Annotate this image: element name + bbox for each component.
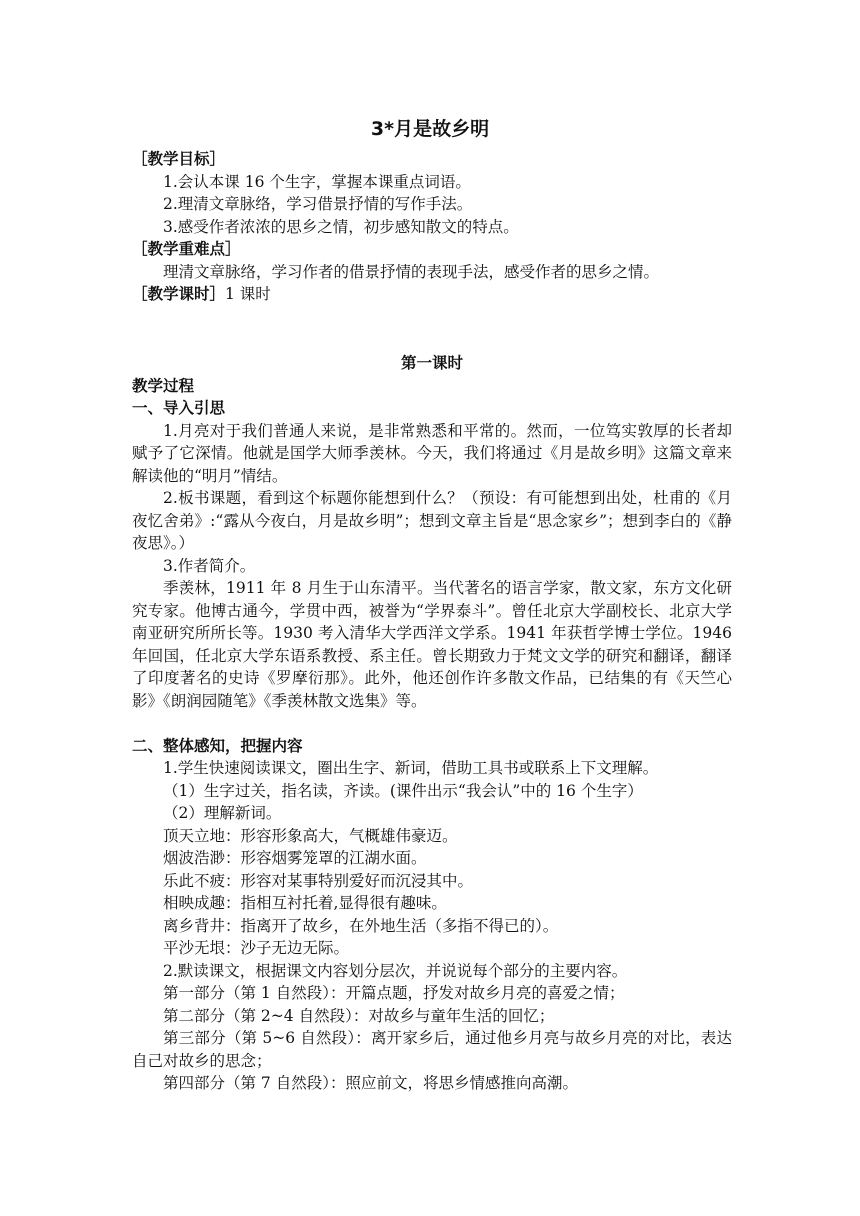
key-points-text: 理清文章脉络，学习作者的借景抒情的表现手法，感受作者的思乡之情。 (163, 262, 660, 281)
goal-item: 1.会认本课 16 个生字，掌握本课重点词语。 (163, 172, 471, 191)
structure-part: 第三部分（第 5~6 自然段）：离开家乡后，通过他乡月亮与故乡月亮的对比，表达自己对故乡的思念； (132, 1029, 732, 1070)
section2-heading: 二、整体感知，把握内容 (132, 736, 303, 755)
vocab-item: 平沙无垠：沙子无边无际。 (163, 939, 350, 957)
spacer (132, 712, 732, 735)
section1-heading: 一、导入引思 (132, 399, 226, 417)
lesson-heading: 第一课时 (400, 354, 463, 372)
lesson-section (132, 352, 732, 1095)
page-title: 3*月是故乡明 (370, 118, 490, 140)
author-bio-paragraph: 季羡林，1911 年 8 月生于山东清平。当代著名的语言学家，散文家，东方文化研究专家。他博古通今，学贯中西，被誉为“学界泰斗”。曾任北京大学副校长、北京大学南亚研究所所长等。1930 考入清华大学西洋文学系。1941 年获哲学博士学位。1946 年回国，任北京大学东语系教授、系主任。曾长期致力于梵文文学的研究和翻译，翻译了印度著名的史诗《罗摩衍那》。此外，他还创作许多散文作品，已结集的有《天竺心影》《朗润园随笔》《季羡林散文选集》等。 (132, 579, 732, 710)
process-heading: 教学过程 (132, 376, 195, 395)
vocab-item: 相映成趣：指相互衬托着,显得很有趣味。 (163, 894, 447, 912)
hours-row (132, 283, 732, 306)
vocab-item: 顶天立地：形容形象高大，气概雄伟豪迈。 (163, 826, 458, 845)
section2-line: （2）理解新词。 (163, 804, 282, 822)
hours-heading: ［教学课时］ (132, 285, 226, 303)
section2-line: （1）生字过关，指名读，齐读。(课件出示“我会认”中的 16 个生字） (163, 781, 643, 800)
section2-line: 2.默读课文，根据课文内容划分层次，并说说每个部分的主要内容。 (163, 961, 628, 980)
section1-paragraph: 1.月亮对于我们普通人来说，是非常熟悉和平常的。然而，一位笃实敦厚的长者却赋予了它深情。他就是国学大师季羡林。今天，我们将通过《月是故乡明》这篇文章来解读他的“明月”情结。 (132, 421, 732, 485)
structure-part: 第二部分（第 2~4 自然段）：对故乡与童年生活的回忆； (163, 1006, 555, 1025)
hours-value: 1 课时 (225, 285, 271, 303)
vocab-item: 离乡背井：指离开了故乡，在外地生活（多指不得已的）。 (163, 916, 559, 935)
goals-heading: ［教学目标］ (132, 150, 226, 168)
vocab-item: 乐此不疲：形容对某事特别爱好而沉浸其中。 (163, 871, 474, 890)
key-points-heading: ［教学重难点］ (132, 240, 241, 258)
goals-section (132, 148, 732, 306)
section1-paragraph: 2.板书课题，看到这个标题你能想到什么？（预设：有可能想到出处，杜甫的《月夜忆舍弟》:“露从今夜白，月是故乡明”；想到文章主旨是“思念家乡”；想到李白的《静夜思》。） (132, 489, 732, 552)
vocab-item: 烟波浩渺：形容烟雾笼罩的江湖水面。 (163, 849, 427, 867)
section2-line: 1.学生快速阅读课文，圈出生字、新词，借助工具书或联系上下文理解。 (163, 759, 659, 777)
structure-part: 第四部分（第 7 自然段）：照应前文，将思乡情感推向高潮。 (163, 1074, 578, 1092)
structure-part: 第一部分（第 1 自然段）：开篇点题，抒发对故乡月亮的喜爱之情； (163, 984, 625, 1002)
section1-paragraph: 3.作者简介。 (163, 556, 256, 575)
goal-item: 3.感受作者浓浓的思乡之情，初步感知散文的特点。 (163, 217, 519, 236)
goal-item: 2.理清文章脉络，学习借景抒情的写作手法。 (163, 195, 473, 213)
